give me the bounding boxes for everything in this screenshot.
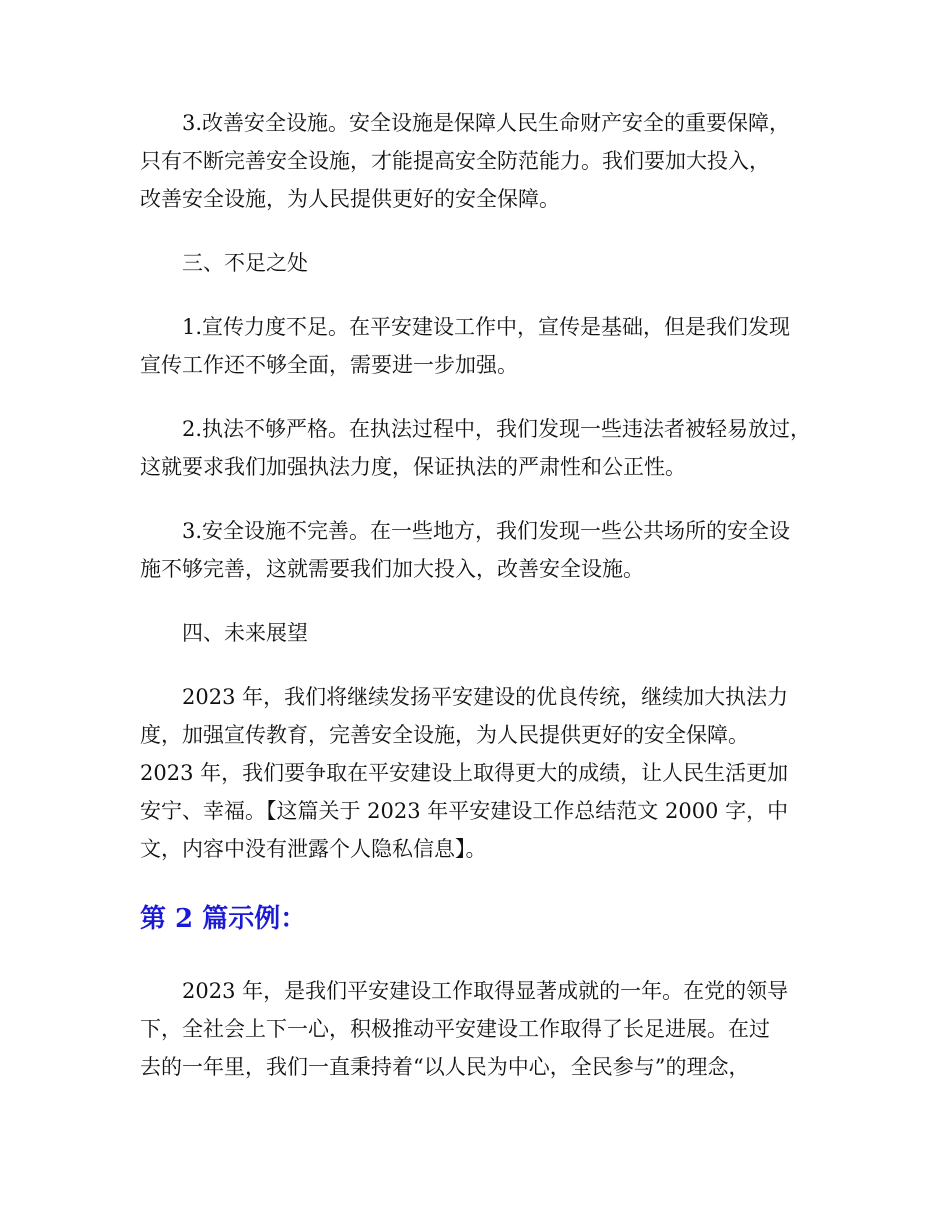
text-line: 文，内容中没有泄露个人隐私信息】。 xyxy=(140,837,487,861)
text-line: 下，全社会上下一心，积极推动平安建设工作取得了长足进展。在过 xyxy=(140,1017,770,1041)
text-line: 去的一年里，我们一直秉持着“以人民为中心，全民参与”的理念， xyxy=(140,1055,750,1079)
text-line: 2.执法不够严格。在执法过程中，我们发现一些违法者被轻易放过， xyxy=(182,417,812,441)
paragraph-outlook xyxy=(140,678,810,868)
paragraph-publicity xyxy=(140,308,810,384)
text-line: 3.安全设施不完善。在一些地方，我们发现一些公共场所的安全设 xyxy=(182,519,791,543)
text-line: 2023 年，我们将继续发扬平安建设的优良传统，继续加大执法力 xyxy=(182,685,789,709)
text-line: 2023 年，是我们平安建设工作取得显著成就的一年。在党的领导 xyxy=(182,979,789,1003)
text-line: 度，加强宣传教育，完善安全设施，为人民提供更好的安全保障。 xyxy=(140,723,749,747)
text-line: 3.改善安全设施。安全设施是保障人民生命财产安全的重要保障， xyxy=(182,111,791,135)
text-line: 只有不断完善安全设施，才能提高安全防范能力。我们要加大投入， xyxy=(140,149,770,173)
text-line: 安宁、幸福。【这篇关于 2023 年平安建设工作总结范文 2000 字，中 xyxy=(140,799,789,823)
text-line: 2023 年，我们要争取在平安建设上取得更大的成绩，让人民生活更加 xyxy=(140,761,789,785)
section-heading-shortcomings: 三、不足之处 xyxy=(182,251,308,275)
text-line: 改善安全设施，为人民提供更好的安全保障。 xyxy=(140,187,560,211)
paragraph-improve-facilities xyxy=(140,104,810,218)
paragraph-example-2 xyxy=(140,972,810,1086)
text-line: 宣传工作还不够全面，需要进一步加强。 xyxy=(140,353,518,377)
section-heading-outlook: 四、未来展望 xyxy=(182,621,308,645)
document-page xyxy=(140,104,810,1086)
text-line: 施不够完善，这就需要我们加大投入，改善安全设施。 xyxy=(140,557,644,581)
paragraph-enforcement xyxy=(140,410,810,486)
paragraph-facilities-incomplete xyxy=(140,512,810,588)
text-line: 1.宣传力度不足。在平安建设工作中，宣传是基础，但是我们发现 xyxy=(182,315,791,339)
text-line: 这就要求我们加强执法力度，保证执法的严肃性和公正性。 xyxy=(140,455,686,479)
example-heading: 第 2 篇示例： xyxy=(140,904,307,934)
